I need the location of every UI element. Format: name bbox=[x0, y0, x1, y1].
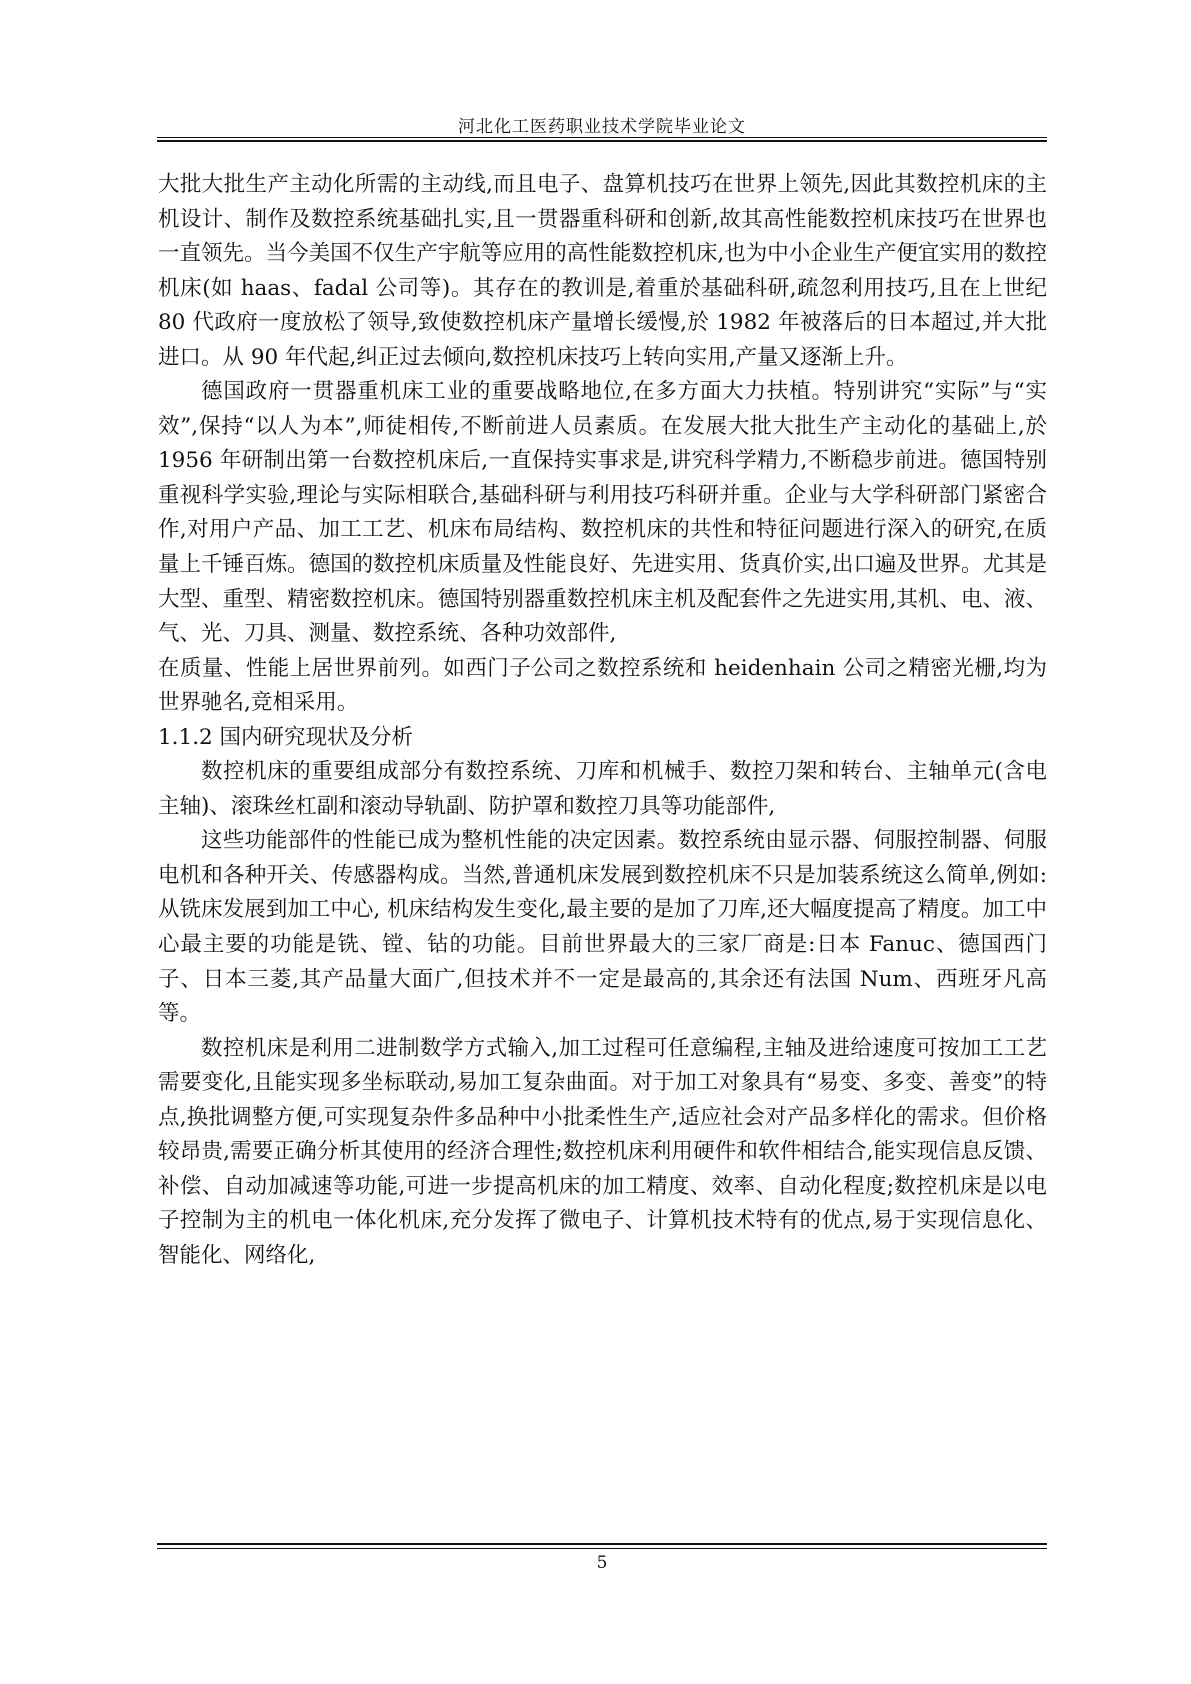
paragraph-us-cnc-continued: 大批大批生产主动化所需的主动线,而且电子、盘算机技巧在世界上领先,因此其数控机床的主机设计、制作及数控系统基础扎实,且一贯器重科研和创新,故其高性能数控机床技巧在世界也一直领先。当今美国不仅生产宇航等应用的高性能数控机床,也为中小企业生产便宜实用的数控机床(如 haas、fadal 公司等)。其存在的教训是,着重於基础科研,疏忽利用技巧,且在上世纪 80 代政府一度放松了领导,致使数控机床产量增长缓慢,於 1982 年被落后的日本超过,并大批进口。从 90 年代起,纠正过去倾向,数控机床技巧上转向实用,产量又逐渐上升。 bbox=[158, 172, 1047, 370]
header-rule-thick bbox=[157, 140, 1047, 142]
footer-rule-thick bbox=[157, 1543, 1047, 1545]
page-header-title: 河北化工医药职业技术学院毕业论文 bbox=[458, 117, 746, 137]
document-body bbox=[158, 168, 1047, 1274]
paragraph-cnc-features: 数控机床是利用二进制数学方式输入,加工过程可任意编程,主轴及进给速度可按加工工艺需要变化,且能实现多坐标联动,易加工复杂曲面。对于加工对象具有“易变、多变、善变”的特点,换批调整方便,可实现复杂件多品种中小批柔性生产,适应社会对产品多样化的需求。但价格较昂贵,需要正确分析其使用的经济合理性;数控机床利用硬件和软件相结合,能实现信息反馈、补偿、自动加减速等功能,可进一步提高机床的加工精度、效率、自动化程度;数控机床是以电子控制为主的机电一体化机床,充分发挥了微电子、计算机技术特有的优点,易于实现信息化、智能化、网络化, bbox=[158, 1035, 1047, 1268]
paragraph-cnc-components: 数控机床的重要组成部分有数控系统、刀库和机械手、数控刀架和转台、主轴单元(含电主轴)、滚珠丝杠副和滚动导轨副、防护罩和数控刀具等功能部件, bbox=[158, 759, 1047, 819]
footer-rule bbox=[157, 1548, 1047, 1549]
paragraph-functional-parts: 这些功能部件的性能已成为整机性能的决定因素。数控系统由显示器、伺服控制器、伺服电机和各种开关、传感器构成。当然,普通机床发展到数控机床不只是加装系统这么简单,例如:从铣床发展到加工中心, 机床结构发生变化,最主要的是加了刀库,还大幅度提高了精度。加工中心最主要的功能是铣、镗、钻的功能。目前世界最大的三家厂商是:日本 Fanuc、德国西门子、日本三菱,其产品量大面广,但技术并不一定是最高的,其余还有法国 Num、西班牙凡高等。 bbox=[158, 828, 1047, 1027]
header-rule bbox=[157, 137, 1047, 138]
paragraph-germany-quality: 在质量、性能上居世界前列。如西门子公司之数控系统和 heidenhain 公司之精密光栅,均为世界驰名,竞相采用。 bbox=[158, 655, 1047, 716]
section-heading-1-1-2: 1.1.2 国内研究现状及分析 bbox=[158, 724, 414, 750]
paragraph-germany-cnc: 德国政府一贯器重机床工业的重要战略地位,在多方面大力扶植。特别讲究“实际”与“实效”,保持“以人为本”,师徒相传,不断前进人员素质。在发展大批大批生产主动化的基础上,於 1956 年研制出第一台数控机床后,一直保持实事求是,讲究科学精力,不断稳步前进。德国特别重视科学实验,理论与实际相联合,基础科研与利用技巧科研并重。企业与大学科研部门紧密合作,对用户产品、加工工艺、机床布局结构、数控机床的共性和特征问题进行深入的研究,在质量上千锤百炼。德国的数控机床质量及性能良好、先进实用、货真价实,出口遍及世界。尤其是大型、重型、精密数控机床。德国特别器重数控机床主机及配套件之先进实用,其机、电、液、气、光、刀具、测量、数控系统、各种功效部件, bbox=[158, 379, 1047, 647]
page-number: 5 bbox=[596, 1553, 608, 1573]
